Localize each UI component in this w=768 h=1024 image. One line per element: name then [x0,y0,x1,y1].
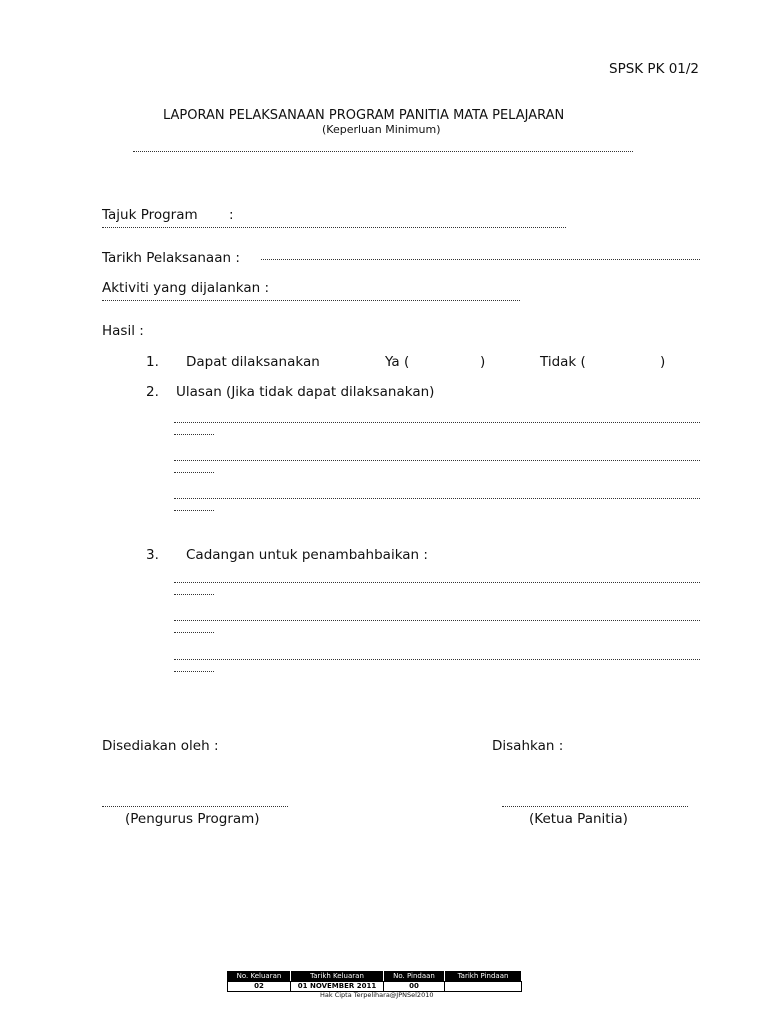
item2-number: 2. [146,384,159,400]
item3-text: Cadangan untuk penambahbaikan : [186,547,428,563]
ulasan-line[interactable] [174,460,700,461]
ulasan-line-tail [174,472,214,473]
ya-checkbox[interactable] [424,353,476,371]
cadangan-line[interactable] [174,659,700,660]
disahkan-label: Disahkan : [492,738,564,754]
tarikh-keluaran-value: 01 NOVEMBER 2011 [291,982,384,992]
ulasan-line[interactable] [174,498,700,499]
copyright-notice: Hak Cipta Terpelihara@JPNSel2010 [320,991,434,999]
tidak-checkbox[interactable] [594,353,656,371]
tarikh-pelaksanaan-field[interactable] [261,259,700,260]
cadangan-line[interactable] [174,620,700,621]
tarikh-pindaan-header: Tarikh Pindaan [445,972,522,982]
document-control-table [227,971,522,992]
no-keluaran-header: No. Keluaran [228,972,291,982]
item1-text: Dapat dilaksanakan [186,354,320,370]
ulasan-line[interactable] [174,422,700,423]
disediakan-oleh-label: Disediakan oleh : [102,738,219,754]
tajuk-program-label: Tajuk Program [102,207,198,223]
item2-text: Ulasan (Jika tidak dapat dilaksanakan) [176,384,435,400]
cadangan-line-tail [174,594,214,595]
cadangan-line-tail [174,671,214,672]
pengurus-signature-line[interactable] [102,806,288,807]
tajuk-program-colon: : [229,207,234,223]
ya-option-label: Ya ( [385,354,410,370]
ya-option-close: ) [480,354,486,370]
tarikh-pelaksanaan-label: Tarikh Pelaksanaan : [102,250,240,266]
cadangan-line[interactable] [174,582,700,583]
aktiviti-label: Aktiviti yang dijalankan : [102,280,270,296]
ulasan-line-tail [174,510,214,511]
no-pindaan-header: No. Pindaan [384,972,445,982]
cadangan-line-tail [174,632,214,633]
tidak-option-close: ) [660,354,666,370]
item1-number: 1. [146,354,159,370]
ulasan-line-tail [174,434,214,435]
ketua-panitia-role: (Ketua Panitia) [529,811,628,827]
tarikh-pindaan-value [445,982,522,992]
tidak-option-label: Tidak ( [540,354,586,370]
document-title: LAPORAN PELAKSANAAN PROGRAM PANITIA MATA PELAJARAN [163,108,565,123]
item3-number: 3. [146,547,159,563]
pengurus-program-role: (Pengurus Program) [125,811,260,827]
tarikh-keluaran-header: Tarikh Keluaran [291,972,384,982]
tajuk-program-field[interactable] [102,227,566,228]
no-pindaan-value: 00 [384,982,445,992]
aktiviti-field[interactable] [102,300,520,301]
hasil-label: Hasil : [102,323,144,339]
document-subtitle: (Keperluan Minimum) [322,123,441,136]
no-keluaran-value: 02 [228,982,291,992]
ketua-signature-line[interactable] [502,806,688,807]
document-code: SPSK PK 01/2 [609,61,700,77]
title-dotted-line [133,151,633,152]
